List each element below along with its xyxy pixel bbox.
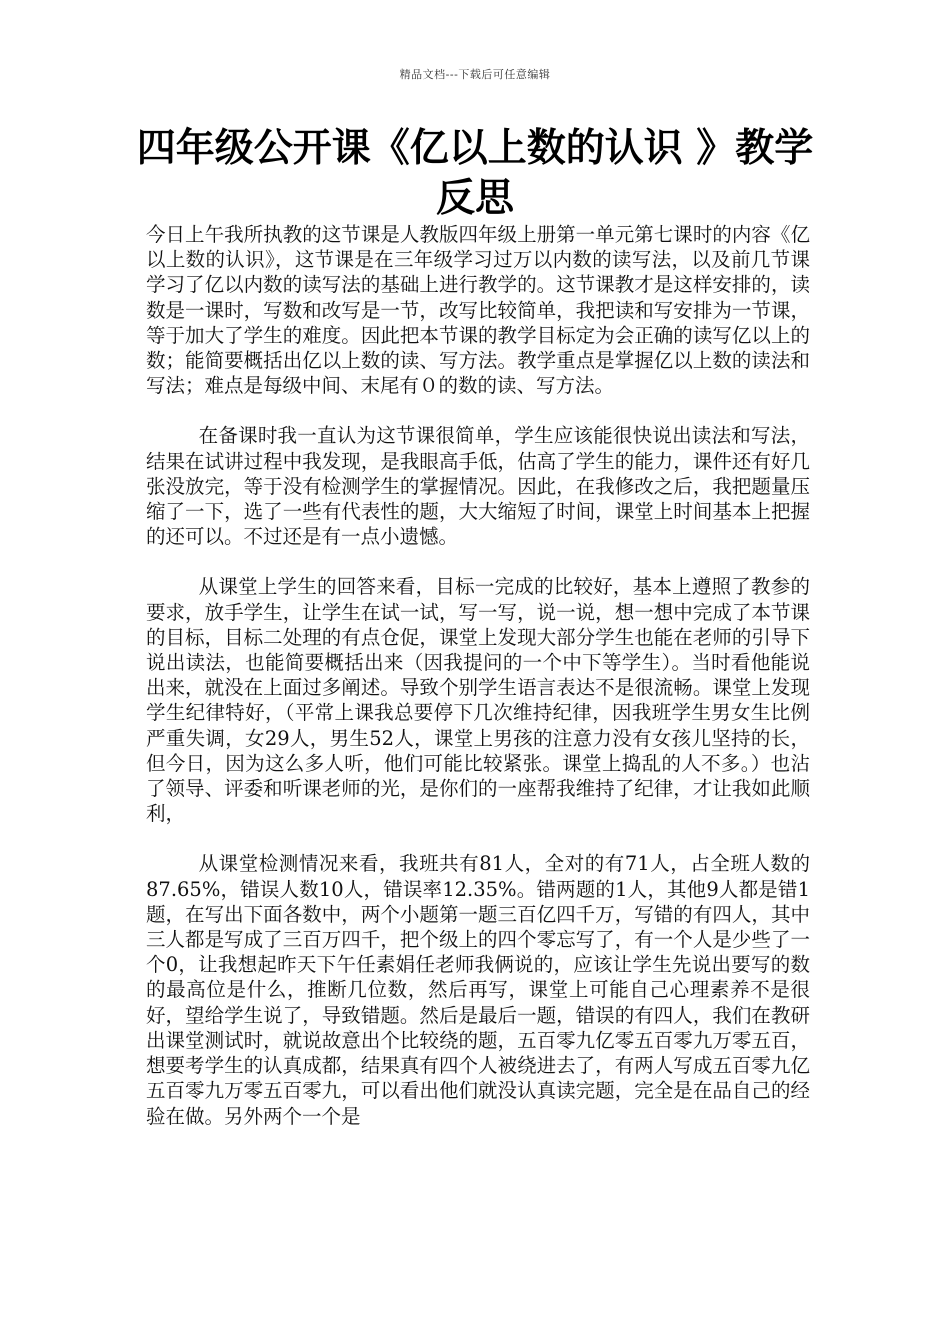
document-body [146, 222, 810, 1154]
paragraph: 从课堂检测情况来看，我班共有81人，全对的有71人，占全班人数的87.65%，错误人数10人，错误率12.35%。错两题的1人，其他9人都是错1题，在写出下面各数中，两个小题第一题三百亿四千万，写错的有四人，其中三人都是写成了三百万四千，把个级上的四个零忘写了，有一个人是少些了一个0，让我想起昨天下午任素娟任老师我俩说的，应该让学生先说出要写的数的最高位是什么，推断几位数，然后再写，课堂上可能自己心理素养不是很好，望给学生说了，导致错题。然后是最后一题，错误的有四人，我们在教研出课堂测试时，就说故意出个比较绕的题，五百零九亿零五百零九万零五百，想要考学生的认真成都，结果真有四个人被绕进去了，有两人写成五百零九亿五百零九万零五百零九，可以看出他们就没认真读完题，完全是在品自己的经验在做。另外两个一个是 [146, 852, 810, 1128]
paragraph: 从课堂上学生的回答来看，目标一完成的比较好，基本上遵照了教参的要求，放手学生，让学生在试一试，写一写，说一说，想一想中完成了本节课的目标，目标二处理的有点仓促，课堂上发现大部分学生也能在老师的引导下说出读法，也能简要概括出来（因我提问的一个中下等学生）。当时看他能说出来，就没在上面过多阐述。导致个别学生语言表达不是很流畅。课堂上发现学生纪律特好，（平常上课我总要停下几次维持纪律，因我班学生男女生比例严重失调，女29人，男生52人，课堂上男孩的注意力没有女孩儿坚持的长，但今日，因为这么多人听，他们可能比较紧张。课堂上捣乱的人不多。）也沾了领导、评委和听课老师的光，是你们的一座帮我维持了纪律，才让我如此顺利， [146, 575, 810, 826]
paragraph: 在备课时我一直认为这节课很简单，学生应该能很快说出读法和写法，结果在试讲过程中我发现，是我眼高手低，估高了学生的能力，课件还有好几张没放完，等于没有检测学生的掌握情况。因此，在我修改之后，我把题量压缩了一下，选了一些有代表性的题，大大缩短了时间，课堂上时间基本上把握的还可以。不过还是有一点小遗憾。 [146, 424, 810, 549]
paragraph: 今日上午我所执教的这节课是人教版四年级上册第一单元第七课时的内容《亿以上数的认识》，这节课是在三年级学习过万以内数的读写法，以及前几节课学习了亿以内数的读写法的基础上进行教学的。这节课教才是这样安排的，读数是一课时，写数和改写是一节，改写比较简单，我把读和写安排为一节课，等于加大了学生的难度。因此把本节课的教学目标定为会正确的读写亿以上的数；能简要概括出亿以上数的读、写方法。教学重点是掌握亿以上数的读法和写法；难点是每级中间、末尾有０的数的读、写方法。 [146, 223, 810, 398]
header-note: 精品文档---下载后可任意编辑 [399, 68, 551, 81]
document-title: 四年级公开课《亿以上数的认识 》教学反思 [136, 126, 814, 221]
